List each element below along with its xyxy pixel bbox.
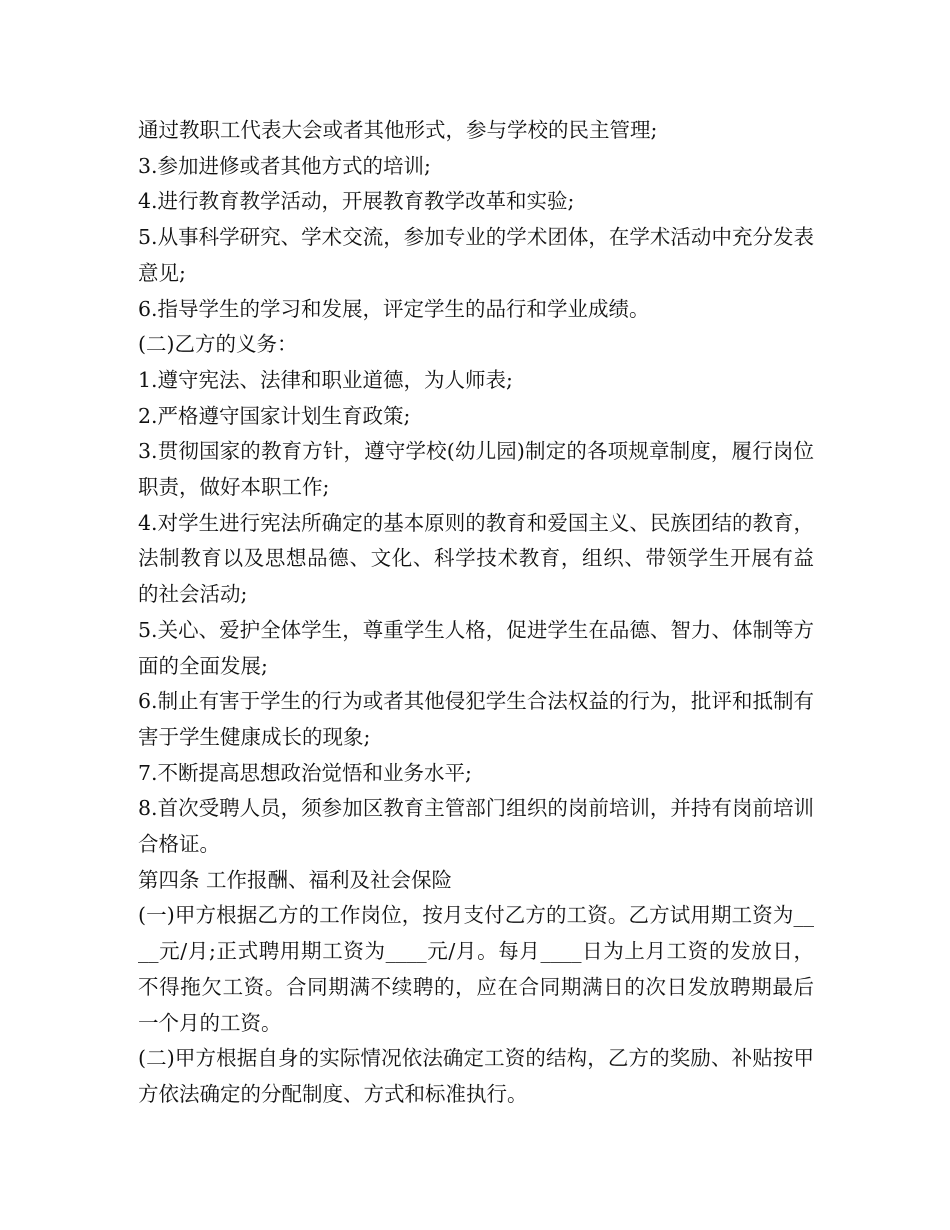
paragraph-obligation-6: 6.制止有害于学生的行为或者其他侵犯学生合法权益的行为，批评和抵制有害于学生健康成长的现象; (138, 689, 814, 749)
paragraph-salary-structure: (二)甲方根据自身的实际情况依法确定工资的结构，乙方的奖励、补贴按甲方依法确定的分配制度、方式和标准执行。 (138, 1046, 814, 1106)
paragraph-salary-payment: (一)甲方根据乙方的工作岗位，按月支付乙方的工资。乙方试用期工资为____元/月;正式聘用期工资为____元/月。每月____日为上月工资的发放日，不得拖欠工资。合同期满不续聘的，应在合同期满日的次日发放聘期最后一个月的工资。 (138, 903, 814, 1035)
article-4-heading: 第四条 工作报酬、福利及社会保险 (138, 867, 453, 892)
paragraph-obligation-5: 5.关心、爱护全体学生，尊重学生人格，促进学生在品德、智力、体制等方面的全面发展; (138, 617, 814, 678)
paragraph-right-3-training: 3.参加进修或者其他方式的培训; (138, 153, 431, 178)
paragraph-obligation-3: 3.贯彻国家的教育方针，遵守学校(幼儿园)制定的各项规章制度，履行岗位职责，做好本职工作; (138, 439, 814, 500)
paragraph-right-5-research: 5.从事科学研究、学术交流，参加专业的学术团体，在学术活动中充分发表意见; (138, 225, 814, 285)
paragraph-democratic-management: 通过教职工代表大会或者其他形式，参与学校的民主管理; (138, 118, 658, 142)
paragraph-obligation-8: 8.首次受聘人员，须参加区教育主管部门组织的岗前培训，并持有岗前培训合格证。 (138, 796, 814, 857)
paragraph-right-6-guidance: 6.指导学生的学习和发展，评定学生的品行和学业成绩。 (138, 296, 650, 321)
paragraph-obligation-4: 4.对学生进行宪法所确定的基本原则的教育和爱国主义、民族团结的教育，法制教育以及思想品德、文化、科学技术教育，组织、带领学生开展有益的社会活动; (138, 510, 814, 607)
document-body (138, 113, 814, 1113)
paragraph-obligation-1: 1.遵守宪法、法律和职业道德，为人师表; (138, 367, 513, 392)
paragraph-right-4-teaching: 4.进行教育教学活动，开展教育教学改革和实验; (138, 189, 575, 214)
section-heading-obligations: (二)乙方的义务： (138, 332, 298, 357)
paragraph-obligation-2: 2.严格遵守国家计划生育政策; (138, 403, 411, 428)
paragraph-obligation-7: 7.不断提高思想政治觉悟和业务水平; (138, 760, 472, 785)
